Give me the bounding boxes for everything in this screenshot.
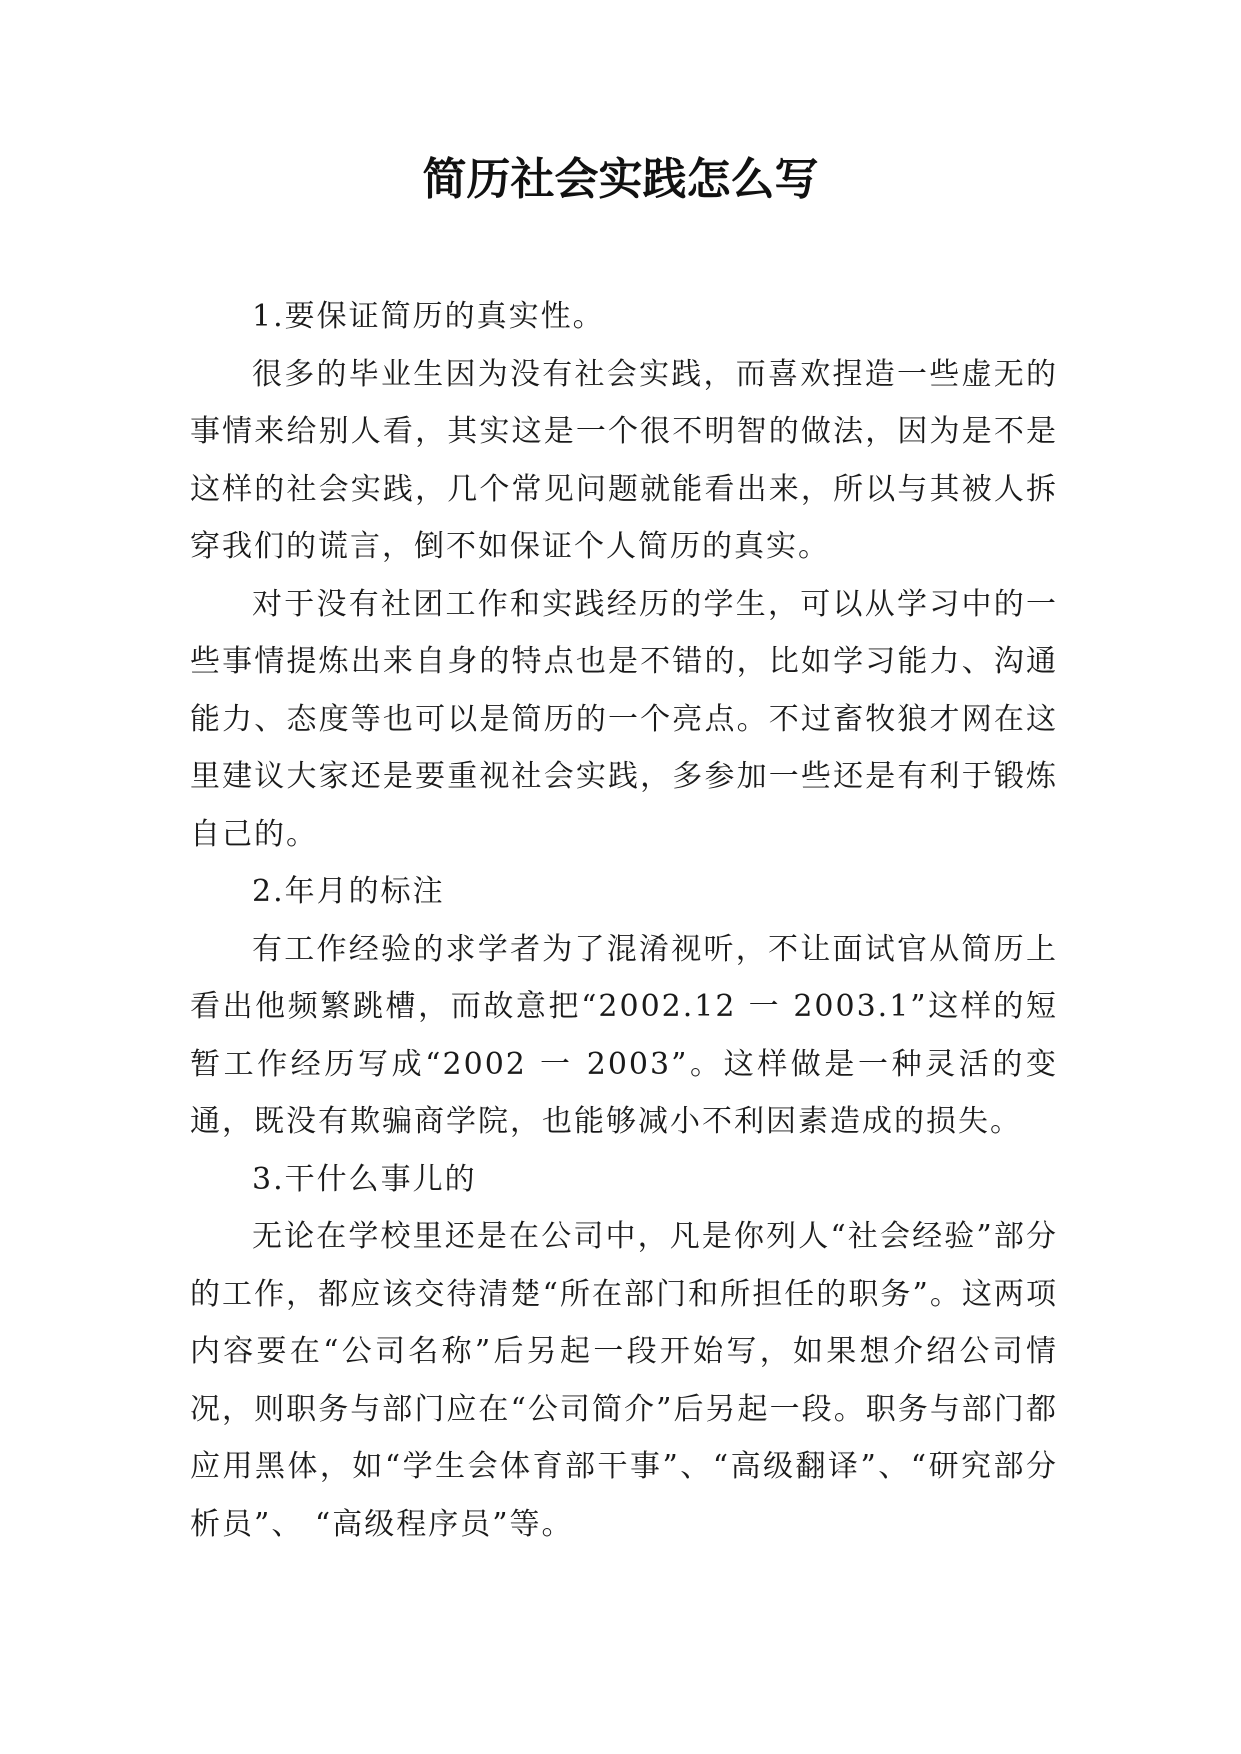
- document-body: [190, 288, 1058, 1553]
- paragraph-3: 有工作经验的求学者为了混淆视听，不让面试官从简历上看出他频繁跳槽，而故意把“2002.12 一 2003.1”这样的短暂工作经历写成“2002 一 2003”。这样做是一种灵活的变通，既没有欺骗商学院，也能够减小不利因素造成的损失。: [190, 931, 1058, 1139]
- section-heading-1: 1.要保证简历的真实性。: [252, 299, 605, 334]
- paragraph-4: 无论在学校里还是在公司中，凡是你列人“社会经验”部分的工作，都应该交待清楚“所在部门和所担任的职务”。这两项内容要在“公司名称”后另起一段开始写，如果想介绍公司情况，则职务与部门应在“公司简介”后另起一段。职务与部门都应用黑体，如“学生会体育部干事”、“高级翻译”、“研究部分析员”、 “高级程序员”等。: [190, 1219, 1058, 1542]
- section-heading-2: 2.年月的标注: [252, 874, 445, 909]
- paragraph-2: 对于没有社团工作和实践经历的学生，可以从学习中的一些事情提炼出来自身的特点也是不错的，比如学习能力、沟通能力、态度等也可以是简历的一个亮点。不过畜牧狼才网在这里建议大家还是要重视社会实践，多参加一些还是有利于锻炼自己的。: [190, 586, 1058, 852]
- section-heading-3: 3.干什么事儿的: [252, 1161, 477, 1197]
- document-title: 简历社会实践怎么写: [422, 154, 819, 205]
- paragraph-1: 很多的毕业生因为没有社会实践，而喜欢捏造一些虚无的事情来给别人看，其实这是一个很不明智的做法，因为是不是这样的社会实践，几个常见问题就能看出来，所以与其被人拆穿我们的谎言，倒不如保证个人简历的真实。: [190, 356, 1058, 564]
